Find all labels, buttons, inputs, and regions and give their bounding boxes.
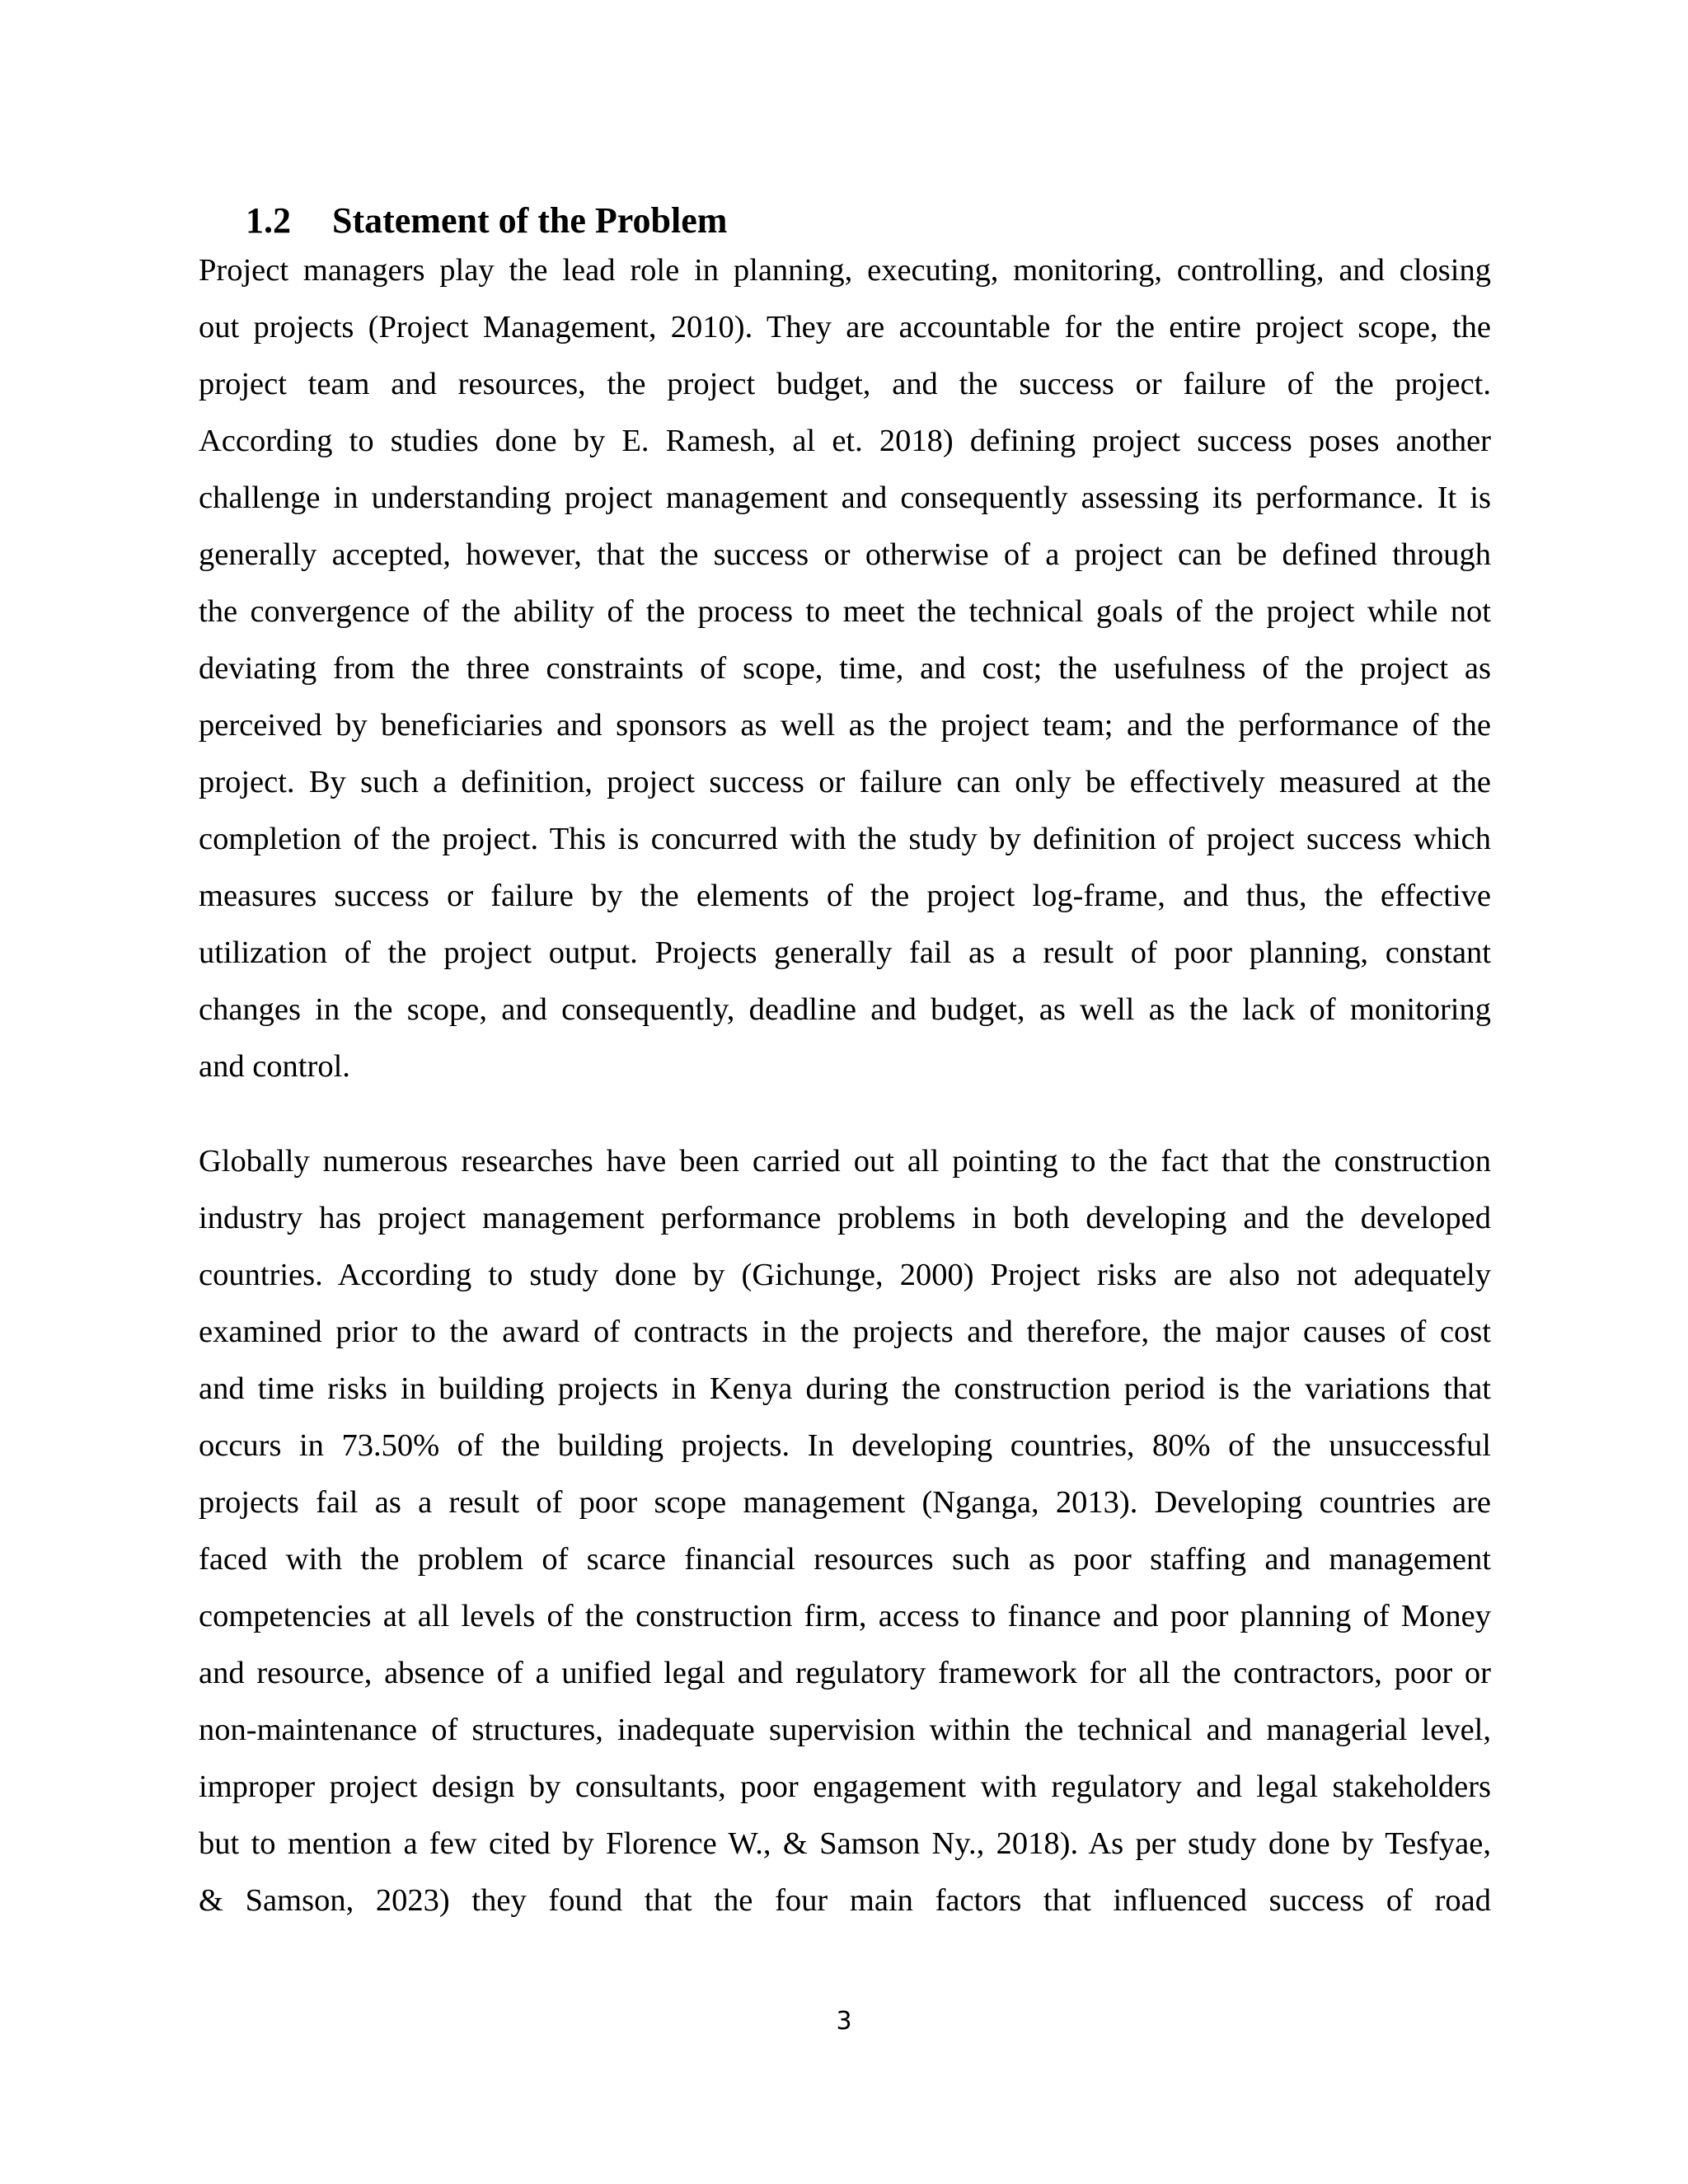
paragraph-line: non-maintenance of structures, inadequate supervision within the technical and managerial level, — [199, 1713, 1491, 1747]
section-title: Statement of the Problem — [332, 200, 728, 241]
paragraph-line: industry has project management performance problems in both developing and the developed — [199, 1201, 1491, 1235]
paragraph-line: completion of the project. This is concurred with the study by definition of project success which — [199, 822, 1491, 856]
paragraph-line: deviating from the three constraints of scope, time, and cost; the usefulness of the project as — [199, 651, 1491, 686]
paragraph-line: competencies at all levels of the construction firm, access to finance and poor planning of Money — [199, 1599, 1491, 1633]
paragraph-line: projects fail as a result of poor scope management (Nganga, 2013). Developing countries are — [199, 1485, 1491, 1520]
paragraph-line: changes in the scope, and consequently, deadline and budget, as well as the lack of monitoring — [199, 992, 1491, 1027]
paragraph-line: Globally numerous researches have been carried out all pointing to the fact that the construction — [199, 1144, 1491, 1179]
section-number: 1.2 — [246, 200, 291, 241]
paragraph-line: countries. According to study done by (Gichunge, 2000) Project risks are also not adequately — [199, 1258, 1491, 1292]
paragraph-line: project team and resources, the project budget, and the success or failure of the project. — [199, 367, 1491, 401]
paragraph-line: generally accepted, however, that the success or otherwise of a project can be defined through — [199, 537, 1491, 572]
paragraph-line: faced with the problem of scarce financial resources such as poor staffing and management — [199, 1542, 1491, 1577]
paragraph-line: utilization of the project output. Projects generally fail as a result of poor planning, constant — [199, 935, 1491, 970]
paragraph-line: perceived by beneficiaries and sponsors as well as the project team; and the performance of the — [199, 708, 1491, 743]
paragraph-line: the convergence of the ability of the process to meet the technical goals of the project while not — [199, 594, 1491, 629]
paragraph-line: out projects (Project Management, 2010). They are accountable for the entire project scope, the — [199, 310, 1491, 344]
paragraph-line: occurs in 73.50% of the building projects. In developing countries, 80% of the unsuccessful — [199, 1428, 1491, 1463]
paragraph-line: & Samson, 2023) they found that the four main factors that influenced success of road — [199, 1883, 1491, 1918]
paragraph-line: measures success or failure by the elements of the project log-frame, and thus, the effective — [199, 879, 1491, 913]
paragraph-line: According to studies done by E. Ramesh, al et. 2018) defining project success poses another — [199, 424, 1491, 458]
paragraph-line: and resource, absence of a unified legal and regulatory framework for all the contractors, poor or — [199, 1656, 1491, 1690]
paragraph-line: improper project design by consultants, poor engagement with regulatory and legal stakeholders — [199, 1769, 1491, 1804]
paragraph-line: Project managers play the lead role in planning, executing, monitoring, controlling, and closing — [199, 253, 1491, 288]
paragraph-line: challenge in understanding project management and consequently assessing its performance. It is — [199, 480, 1491, 515]
paragraph-line: and control. — [199, 1049, 350, 1084]
paragraph-line: examined prior to the award of contracts in the projects and therefore, the major causes of cost — [199, 1315, 1491, 1349]
paragraph-1 — [199, 242, 1491, 1095]
page-number: 3 — [836, 2007, 852, 2036]
section-heading — [246, 198, 727, 244]
paragraph-line: and time risks in building projects in Kenya during the construction period is the variations that — [199, 1371, 1491, 1406]
paragraph-line: but to mention a few cited by Florence W., & Samson Ny., 2018). As per study done by Tesfyae, — [199, 1826, 1491, 1861]
paragraph-line: project. By such a definition, project success or failure can only be effectively measured at the — [199, 765, 1491, 799]
paragraph-2 — [199, 1133, 1491, 1929]
